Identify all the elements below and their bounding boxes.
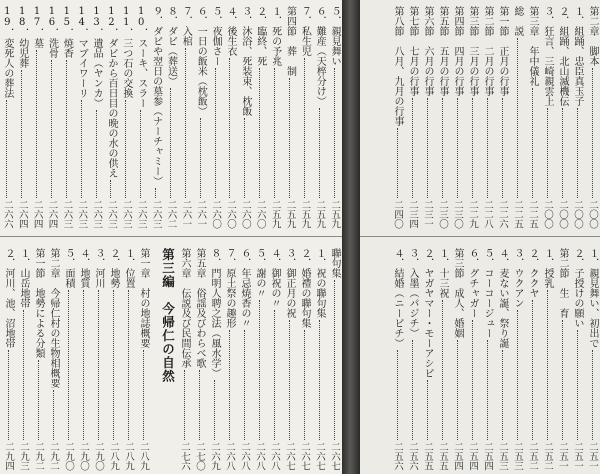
toc-entry	[466, 248, 479, 470]
toc-entry	[421, 248, 434, 470]
toc-page-number: 二六〇	[239, 199, 251, 228]
toc-page-number: 二六七	[299, 441, 310, 470]
toc-entry-title: 19．変死人の葬法	[1, 6, 13, 98]
toc-page-number: 二八九	[108, 441, 119, 470]
toc-page-number: 二六三	[76, 199, 88, 228]
dot-leader	[427, 98, 429, 198]
toc-entry-title: １．死の予兆	[269, 6, 281, 66]
right-bottom-toc	[360, 248, 600, 470]
toc-entry-title: １．授乳	[542, 248, 553, 288]
dot-leader	[128, 290, 130, 440]
toc-entry	[223, 248, 236, 470]
toc-entry	[283, 248, 296, 470]
dot-leader	[98, 290, 100, 440]
toc-entry	[1, 6, 14, 228]
toc-page-number: 二五四	[467, 441, 478, 470]
toc-page-number: 二六八	[224, 441, 235, 470]
toc-entry-title: ４．結婚（ニービチ）	[392, 248, 403, 348]
toc-page-number: 二〇〇	[587, 199, 598, 228]
toc-entry	[77, 248, 90, 470]
toc-entry	[556, 6, 569, 228]
toc-entry	[328, 248, 341, 470]
toc-entry	[90, 6, 103, 228]
toc-entry	[150, 6, 163, 228]
toc-page-number: 二六七	[284, 441, 295, 470]
toc-entry	[92, 248, 105, 470]
toc-entry-title: 聯句集	[329, 248, 340, 278]
toc-entry-title: 第六節 六月の行事	[422, 6, 433, 96]
dot-leader	[143, 350, 145, 440]
toc-page-number: 二五九	[329, 199, 341, 228]
toc-entry-title: ２．ヤガヤマー・モーアシビ	[422, 248, 433, 378]
toc-entry-title: 第一節 正月の行事	[497, 6, 508, 96]
toc-entry	[193, 248, 206, 470]
toc-entry	[239, 6, 252, 228]
toc-entry	[268, 248, 281, 470]
toc-entry-title: ７．原土祭の趣形	[224, 248, 235, 328]
toc-page-number: 二八九	[138, 441, 149, 470]
toc-entry-title: 第五節 五月の行事	[437, 6, 448, 96]
toc-entry	[313, 6, 326, 228]
dot-leader	[487, 98, 489, 198]
dot-leader	[215, 68, 217, 198]
toc-entry	[481, 6, 494, 228]
toc-page-number: 二二九	[467, 199, 478, 228]
toc-page-number: 二九〇	[93, 441, 104, 470]
toc-page-number: 二六八	[269, 441, 280, 470]
toc-entry	[586, 6, 599, 228]
dot-leader	[244, 330, 246, 440]
toc-entry-title: 14．マブイワーリ	[76, 6, 88, 98]
toc-page-number: 二八九	[123, 441, 134, 470]
toc-entry-title: ３．御正月の祝	[284, 248, 295, 318]
toc-page-number: 二五九	[314, 199, 326, 228]
toc-entry	[31, 6, 44, 228]
dot-leader	[259, 300, 261, 440]
dot-leader	[319, 108, 321, 198]
toc-page-number: 二六四	[31, 199, 43, 228]
dot-leader	[155, 188, 157, 198]
toc-entry-title: ４．麦ない誕、祭り誕	[497, 248, 508, 348]
toc-entry	[46, 6, 59, 228]
toc-entry-title: 第二章 今帰仁村の生物相概要	[48, 248, 59, 388]
toc-page-number: 二六三	[91, 199, 103, 228]
toc-page-number: 二五二	[527, 441, 538, 470]
toc-page-number: 二五二	[542, 441, 553, 470]
dot-leader	[38, 360, 40, 440]
toc-page-number: 二五四	[452, 441, 463, 470]
toc-page-number: 二六七	[314, 441, 325, 470]
toc-entry	[284, 6, 297, 228]
toc-page-number: 二六八	[239, 441, 250, 470]
toc-page-number: 二六一	[195, 199, 207, 228]
toc-entry-title: 第一章 村の地誌概要	[138, 248, 149, 348]
toc-entry-title: １．親見舞い、初出で	[587, 248, 598, 348]
toc-entry-title: ７．私生児	[299, 6, 311, 56]
toc-entry	[224, 6, 237, 228]
toc-entry-title: １．祝の聯句集	[314, 248, 325, 318]
toc-entry	[406, 6, 419, 228]
toc-entry	[17, 248, 30, 470]
toc-entry-title: 第三章 年中儀礼	[527, 6, 538, 86]
toc-entry-title: 第七節 七月の行事	[407, 6, 418, 96]
dot-leader	[23, 310, 25, 440]
dot-leader	[517, 310, 519, 440]
dot-leader	[547, 290, 549, 440]
toc-page-number: 二〇〇	[557, 199, 568, 228]
toc-page-number: 二六四	[16, 199, 28, 228]
toc-entry	[391, 6, 404, 228]
toc-entry-title: 第一節 地勢による分類	[33, 248, 44, 358]
toc-entry	[571, 6, 584, 228]
toc-entry	[571, 248, 584, 470]
dot-leader	[532, 300, 534, 440]
toc-entry-title: 第四節 四月の行事	[452, 6, 463, 96]
toc-entry-title: １．山岳地帯	[18, 248, 29, 308]
toc-entry	[451, 6, 464, 228]
toc-page-number: 二六七	[329, 441, 340, 470]
dot-leader	[229, 330, 231, 440]
dot-leader	[51, 60, 53, 198]
dot-leader	[487, 340, 489, 440]
dot-leader	[577, 330, 579, 440]
toc-page-number: 二三〇	[452, 199, 463, 228]
toc-entry	[137, 248, 150, 470]
dot-leader	[274, 68, 276, 198]
dot-leader	[472, 98, 474, 198]
dot-leader	[502, 350, 504, 440]
toc-page-number: 二二八	[482, 199, 493, 228]
toc-entry	[421, 6, 434, 228]
toc-entry-title: ５．面積	[63, 248, 74, 288]
toc-entry	[238, 248, 251, 470]
toc-page-number: 二五一	[587, 441, 598, 470]
toc-page-number: 二四〇	[392, 199, 403, 228]
toc-page-number: 二二六	[497, 199, 508, 228]
dot-leader	[229, 58, 231, 198]
toc-page-number: 二六三	[105, 199, 117, 228]
dot-leader	[442, 300, 444, 440]
toc-entry-title: ４．地質	[78, 248, 89, 288]
toc-entry-title: ５．親見舞い	[329, 6, 341, 66]
toc-entry-title: ３．沐浴、死装束、枕飯	[239, 6, 251, 116]
book-gutter	[342, 0, 360, 474]
toc-entry	[135, 6, 148, 228]
toc-entry-title: 16．洗骨	[46, 6, 58, 58]
dot-leader	[547, 108, 549, 198]
toc-page-number: 二五九	[284, 199, 296, 228]
dot-leader	[442, 98, 444, 198]
toc-entry-title: 15．焼香	[61, 6, 73, 58]
toc-page-number: 二六三	[135, 199, 147, 228]
toc-entry	[194, 6, 207, 228]
toc-entry	[105, 6, 118, 228]
dot-leader	[319, 320, 321, 440]
dot-leader	[140, 110, 142, 198]
dot-leader	[592, 68, 594, 198]
toc-entry	[165, 6, 178, 228]
toc-entry	[209, 6, 222, 228]
dot-leader	[274, 310, 276, 440]
left-top-toc	[0, 6, 342, 228]
dot-leader	[562, 108, 564, 198]
toc-page-number: 二七〇	[194, 441, 205, 470]
toc-entry-title: ６．一日の飯米（枕飯）	[195, 6, 207, 116]
toc-page-number: 二五九	[299, 199, 311, 228]
dot-leader	[53, 390, 55, 440]
toc-entry-title: ３．狂言、三崎親雲上	[542, 6, 553, 106]
toc-entry	[208, 248, 221, 470]
dot-leader	[304, 330, 306, 440]
toc-entry-title: 17．墓	[31, 6, 43, 48]
toc-entry-title: ２．組踊、北山滅機伝	[557, 6, 568, 106]
toc-entry-title: 12．ダビから百日目の晩の水の供え	[105, 6, 117, 178]
toc-entry-title: 第六章 伝説及び民間伝承	[179, 248, 190, 368]
dot-leader	[562, 320, 564, 440]
toc-entry-title: ９．ダビや翌日の墓参（ナーチャミー）	[150, 6, 162, 186]
dot-leader	[412, 340, 414, 440]
toc-page-number: 二五九	[269, 199, 281, 228]
dot-leader	[8, 350, 10, 440]
left-bottom-toc	[0, 248, 342, 470]
dot-leader	[96, 110, 98, 198]
dot-leader	[21, 70, 23, 198]
dot-leader	[457, 340, 459, 440]
toc-entry-title: ３．ウクアン	[512, 248, 523, 308]
dot-leader	[397, 350, 399, 440]
toc-page-number: 二六二	[165, 199, 177, 228]
toc-entry-title: 第四節 葬 制	[284, 6, 296, 76]
dot-leader	[36, 50, 38, 198]
toc-page-number: 二五三	[497, 441, 508, 470]
toc-page-number: 二三一	[422, 199, 433, 228]
toc-entry	[62, 248, 75, 470]
toc-entry	[298, 248, 311, 470]
right-page	[360, 0, 600, 474]
toc-entry-title: 18．幼児葬	[16, 6, 28, 68]
toc-entry	[178, 248, 191, 470]
dot-leader	[427, 380, 429, 440]
toc-entry	[298, 6, 311, 228]
toc-entry-title: 第二節 生 育	[557, 248, 568, 318]
toc-page-number: 二五三	[512, 441, 523, 470]
dot-leader	[472, 320, 474, 440]
toc-entry-title: 総 説	[512, 6, 523, 36]
section-divider	[360, 236, 600, 237]
toc-entry-title: 第三編 今帰仁の自然	[160, 248, 176, 383]
toc-entry-title: ４．御祝の〃	[269, 248, 280, 308]
toc-page-number: 二九〇	[63, 441, 74, 470]
toc-page-number: 二九二	[48, 441, 59, 470]
toc-entry-title: ３．河川	[93, 248, 104, 288]
dot-leader	[113, 290, 115, 440]
dot-leader	[517, 38, 519, 198]
toc-entry	[160, 248, 176, 470]
toc-entry	[107, 248, 120, 470]
toc-entry	[47, 248, 60, 470]
dot-leader	[185, 48, 187, 198]
dot-leader	[66, 60, 68, 198]
dot-leader	[110, 180, 112, 198]
toc-entry	[436, 6, 449, 228]
toc-entry-title: 第二章 脚本	[587, 6, 598, 66]
toc-entry	[526, 6, 539, 228]
toc-entry-title: ３．入墨（パジチ）	[407, 248, 418, 338]
dot-leader	[412, 98, 414, 198]
toc-page-number: 二六三	[61, 199, 73, 228]
toc-entry	[541, 6, 554, 228]
toc-entry	[313, 248, 326, 470]
toc-entry-title: １．組踊、忠臣真玉子	[572, 6, 583, 106]
toc-entry	[496, 6, 509, 228]
toc-entry	[466, 6, 479, 228]
toc-page-number: 二五一	[572, 441, 583, 470]
toc-entry	[496, 248, 509, 470]
toc-page-number: 二六三	[150, 199, 162, 228]
toc-entry-title: １．位置	[123, 248, 134, 288]
toc-entry-title: ２．地勢	[108, 248, 119, 288]
toc-page-number: 二六四	[46, 199, 58, 228]
toc-entry-title: ６．グチャガー	[467, 248, 478, 318]
toc-entry-title: ６．難産（天椊分け）	[314, 6, 326, 106]
toc-entry	[328, 6, 341, 228]
toc-page-number: 二二五	[527, 199, 538, 228]
dot-leader	[214, 380, 216, 440]
toc-page-number: 二六〇	[210, 199, 222, 228]
toc-entry-title: 11．三つ石の交換	[120, 6, 132, 98]
right-top-toc	[360, 6, 600, 228]
toc-entry	[391, 248, 404, 470]
toc-entry	[511, 6, 524, 228]
toc-page-number: 二五六	[392, 441, 403, 470]
toc-entry-title: ６．年忌焼香の〃	[239, 248, 250, 328]
dot-leader	[502, 98, 504, 198]
toc-entry-title: ７．入棺	[180, 6, 192, 46]
toc-page-number: 二五六	[407, 441, 418, 470]
section-divider	[0, 236, 342, 237]
toc-entry-title: ５．夜伽さー	[210, 6, 222, 66]
toc-page-number: 二九〇	[78, 441, 89, 470]
dot-leader	[68, 290, 70, 440]
toc-entry	[586, 248, 599, 470]
dot-leader	[304, 58, 306, 198]
toc-page-number: 二六六	[1, 199, 13, 228]
toc-entry	[526, 248, 539, 470]
toc-entry	[75, 6, 88, 228]
toc-entry	[179, 6, 192, 228]
toc-page-number: 二三四	[407, 199, 418, 228]
toc-page-number: 二五四	[482, 441, 493, 470]
toc-entry	[60, 6, 73, 228]
toc-entry	[2, 248, 15, 470]
toc-entry	[253, 248, 266, 470]
dot-leader	[6, 100, 8, 198]
toc-entry	[481, 248, 494, 470]
toc-entry-title: 第三節 三月の行事	[467, 6, 478, 96]
toc-page-number: 二七六	[179, 441, 190, 470]
toc-entry-title: ２．ククヤ	[527, 248, 538, 298]
dot-leader	[397, 128, 399, 198]
toc-entry	[269, 6, 282, 228]
toc-entry	[120, 6, 133, 228]
toc-entry	[16, 6, 29, 228]
toc-page-number: 二二五	[512, 199, 523, 228]
dot-leader	[592, 350, 594, 440]
dot-leader	[184, 370, 186, 440]
toc-entry	[436, 248, 449, 470]
dot-leader	[289, 320, 291, 440]
dot-leader	[83, 290, 85, 440]
toc-page-number: 二〇〇	[572, 199, 583, 228]
dot-leader	[81, 100, 83, 198]
dot-leader	[244, 118, 246, 198]
toc-entry	[406, 248, 419, 470]
toc-entry-title: 13．遺品（ヤンカ）	[91, 6, 103, 108]
toc-entry-title: ５．謝の〃	[254, 248, 265, 298]
toc-entry-title: 第二節 二月の行事	[482, 6, 493, 96]
dot-leader	[259, 68, 261, 198]
toc-entry-title: ８．門明人聘之法（風水学）	[209, 248, 220, 378]
toc-entry-title: ５．コーコージュー	[482, 248, 493, 338]
toc-page-number: 二九三	[18, 441, 29, 470]
toc-page-number: 二五五	[437, 441, 448, 470]
dot-leader	[200, 118, 202, 198]
dot-leader	[457, 98, 459, 198]
toc-entry	[541, 248, 554, 470]
toc-entry-title: 第五章 俗謡及びわらべ歌	[194, 248, 205, 368]
toc-page-number: 二六一	[180, 199, 192, 228]
toc-page-number: 二五一	[557, 441, 568, 470]
toc-page-number: 二六九	[209, 441, 220, 470]
dot-leader	[577, 108, 579, 198]
toc-page-number: 二六八	[254, 441, 265, 470]
dot-leader	[532, 88, 534, 198]
toc-entry	[556, 248, 569, 470]
toc-page-number: 二六〇	[254, 199, 266, 228]
toc-page-number: 二三〇	[437, 199, 448, 228]
toc-page-number: 二六〇	[224, 199, 236, 228]
dot-leader	[334, 280, 336, 440]
toc-entry-title: ２．臨終、死	[254, 6, 266, 66]
toc-entry-title: ８．ダビ（葬送）	[165, 6, 177, 86]
toc-entry	[451, 248, 464, 470]
dot-leader	[334, 68, 336, 198]
toc-page-number: 二〇〇	[542, 199, 553, 228]
toc-page-number: 二九四	[3, 441, 14, 470]
toc-entry-title: ２．河川、池、沼地帯	[3, 248, 14, 348]
toc-entry-title: ４．後生衣	[224, 6, 236, 56]
toc-page-number: 二五五	[422, 441, 433, 470]
toc-entry	[511, 248, 524, 470]
dot-leader	[199, 370, 201, 440]
toc-entry-title: ２．婚禮の聯句集	[299, 248, 310, 328]
toc-entry-title: ２．子授けの願い	[572, 248, 583, 328]
toc-page-number: 二六三	[120, 199, 132, 228]
toc-entry	[254, 6, 267, 228]
toc-entry-title: 第八節 八月、九月の行事	[392, 6, 403, 126]
toc-entry	[32, 248, 45, 470]
toc-entry-title: 10．スーキ、スラー	[135, 6, 147, 108]
toc-entry-title: １．十三祝	[437, 248, 448, 298]
dot-leader	[289, 78, 291, 198]
dot-leader	[170, 88, 172, 198]
toc-entry	[122, 248, 135, 470]
dot-leader	[125, 100, 127, 198]
toc-page-number: 二九二	[33, 441, 44, 470]
toc-entry-title: 第三節 成人、婚姻	[452, 248, 463, 338]
